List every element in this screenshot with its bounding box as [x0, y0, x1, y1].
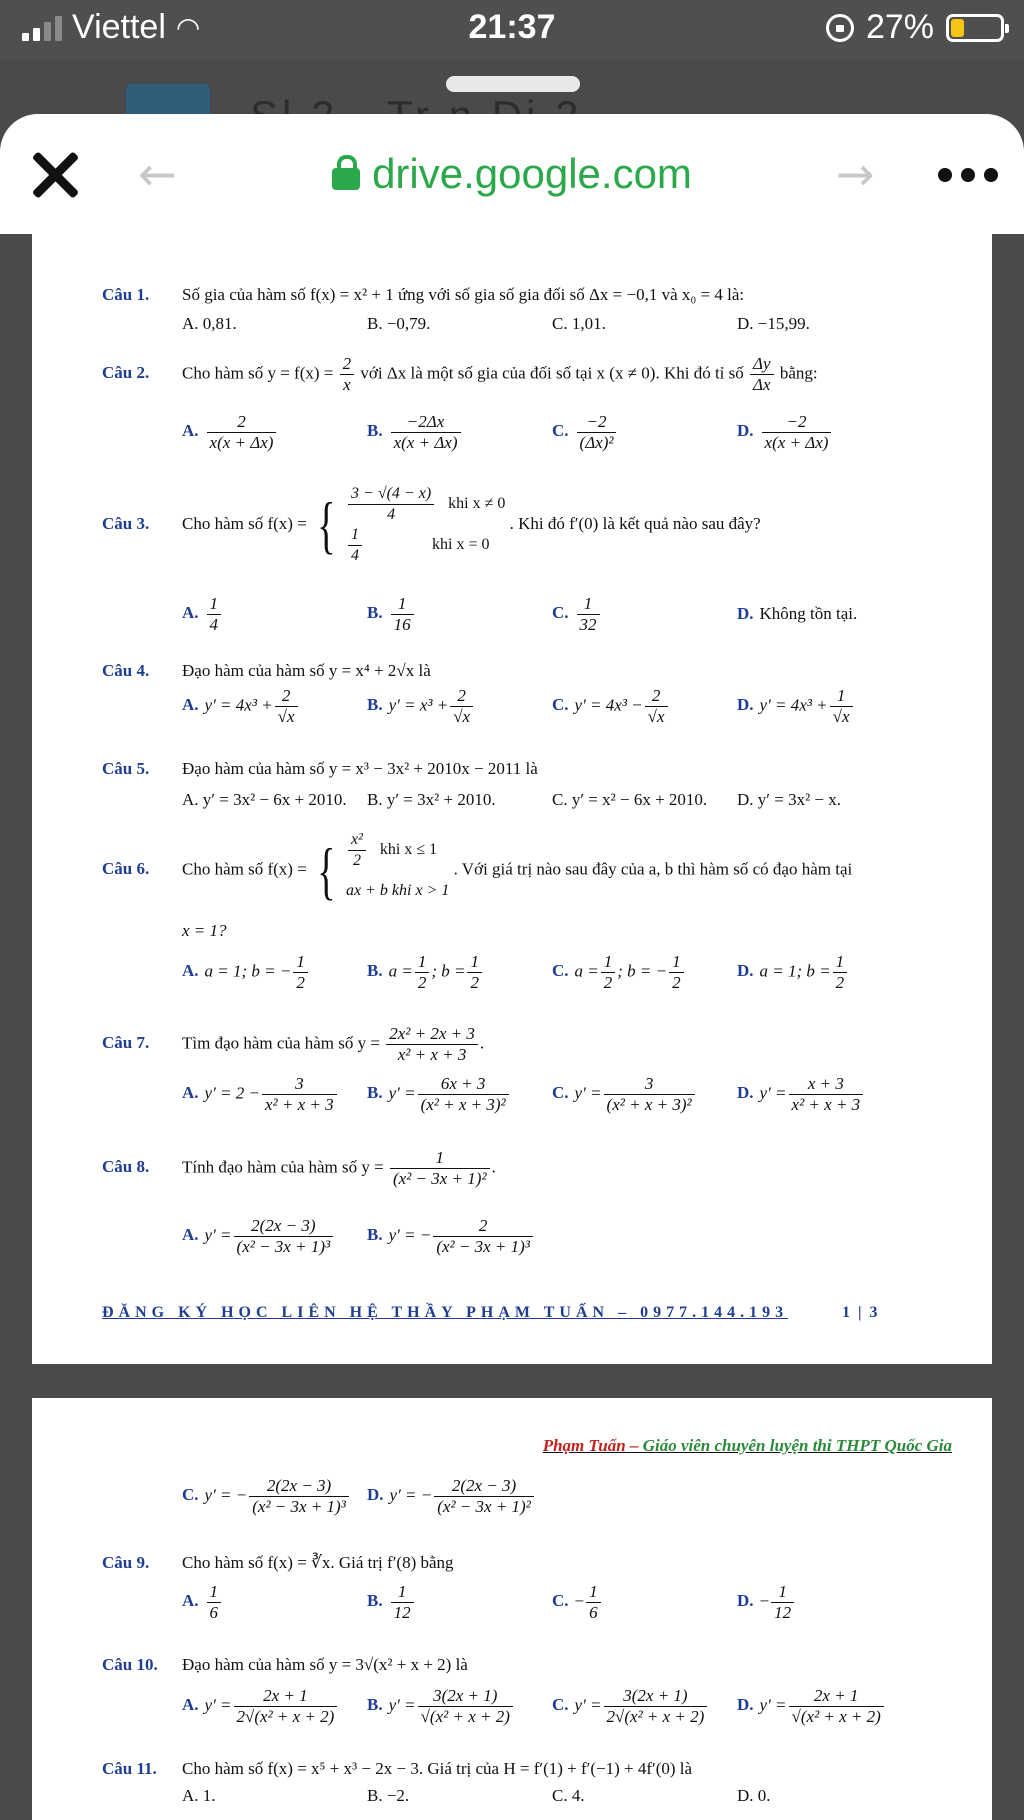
option-c[interactable]: C. 1,01. [552, 314, 606, 333]
option-text: y′ = − [204, 1485, 248, 1505]
option-letter: C. [552, 1591, 569, 1611]
option-letter: D. [737, 695, 754, 715]
option-a[interactable] [182, 952, 310, 993]
option-text: a = 1; b = [759, 961, 831, 981]
option-letter: C. [552, 961, 569, 981]
option-text: y′ = 4x³ + [759, 695, 828, 715]
question-10 [102, 1654, 468, 1676]
fraction-denominator: x(x + Δx) [209, 433, 274, 452]
option-letter: B. [367, 1083, 383, 1103]
question-4 [102, 660, 431, 682]
document-page-2 [32, 1398, 992, 1820]
fraction-denominator: (x² − 3x + 1)² [437, 1497, 531, 1516]
question-label: Câu 1. [102, 285, 150, 304]
fraction-numerator: 1 [771, 1582, 794, 1603]
fraction-denominator: 4 [387, 506, 396, 523]
option-b[interactable] [367, 686, 475, 727]
option-text: y′ = 4x³ − [574, 695, 643, 715]
option-c[interactable] [552, 1074, 697, 1115]
option-c[interactable] [182, 1476, 351, 1517]
lock-icon [332, 168, 360, 190]
question-6-continuation [182, 920, 227, 942]
fraction-denominator: 6 [589, 1603, 598, 1622]
option-a[interactable] [182, 1582, 223, 1623]
option-letter: B. [367, 603, 383, 623]
option-d[interactable] [737, 1582, 796, 1623]
document-page-1 [32, 234, 992, 1364]
question-text: Đạo hàm của hàm số y = x³ − 3x² + 2010x − 2011 là [182, 759, 538, 778]
option-letter: B. [367, 695, 383, 715]
option-letter: D. [737, 961, 754, 981]
fraction-denominator: (x² − 3x + 1)³ [252, 1497, 346, 1516]
case-expression: ax + b khi x > 1 [346, 882, 450, 899]
fraction-denominator: (Δx)² [579, 433, 614, 452]
option-d[interactable] [737, 604, 857, 624]
question-5 [102, 758, 538, 780]
question-label: Câu 5. [102, 759, 150, 778]
fraction-numerator: 1 [348, 525, 362, 546]
option-text: ; b = [431, 961, 466, 981]
fraction-numerator: −2 [577, 412, 617, 433]
fraction-denominator: x(x + Δx) [764, 433, 829, 452]
option-d[interactable] [737, 952, 849, 993]
option-a[interactable] [182, 1686, 339, 1727]
fraction-numerator: 1 [415, 952, 430, 973]
option-b[interactable] [367, 1686, 515, 1727]
carrier-name: Viettel [72, 8, 166, 46]
fraction-numerator: 1 [586, 1582, 601, 1603]
fraction-denominator: (x² + x + 3)² [606, 1095, 692, 1114]
fraction-denominator: Δx [753, 375, 771, 394]
fraction-numerator: 2(2x − 3) [234, 1216, 334, 1237]
option-b[interactable] [367, 1216, 535, 1257]
option-text: − [759, 1591, 770, 1611]
fraction-denominator: (x² + x + 3)² [420, 1095, 506, 1114]
fraction-denominator: 12 [393, 1603, 411, 1622]
clock: 21:37 [468, 8, 556, 46]
fraction-denominator: √(x² + x + 2) [791, 1707, 881, 1726]
option-b[interactable]: B. −2. [367, 1786, 410, 1805]
option-a[interactable]: A. y′ = 3x² − 6x + 2010. [182, 790, 347, 809]
question-text: Đạo hàm của hàm số y = 3√(x² + x + 2) là [182, 1655, 468, 1674]
fraction-denominator: 2 [296, 973, 305, 992]
option-b[interactable] [367, 594, 416, 635]
fraction-denominator: x [343, 375, 351, 394]
option-letter: B. [367, 421, 383, 441]
fraction-numerator: 1 [577, 594, 600, 615]
fraction-denominator: x(x + Δx) [393, 433, 458, 452]
option-text: − [574, 1591, 585, 1611]
option-c[interactable] [552, 594, 602, 635]
option-text: y′ = [388, 1083, 416, 1103]
option-text: y′ = [574, 1695, 602, 1715]
question-text: . Khi đó f′(0) là kết quả nào sau đây? [509, 513, 761, 533]
option-letter: B. [367, 1591, 383, 1611]
option-letter: A. [182, 1083, 199, 1103]
question-text: Cho hàm số f(x) = ∛x. Giá trị f′(8) bằng [182, 1553, 454, 1572]
question-text: . [479, 1033, 485, 1053]
fraction-numerator: 2(2x − 3) [434, 1476, 534, 1497]
fraction-numerator: 6x + 3 [418, 1074, 509, 1095]
option-letter: C. [552, 1083, 569, 1103]
fraction-numerator: x² [348, 830, 366, 851]
fraction-numerator: 3(2x + 1) [418, 1686, 513, 1707]
question-label: Câu 10. [102, 1655, 158, 1674]
option-letter: D. [367, 1485, 384, 1505]
fraction-numerator: 1 [601, 952, 616, 973]
option-a[interactable]: A. 1. [182, 1786, 216, 1805]
option-d[interactable]: D. 0. [737, 1786, 771, 1805]
question-label: Câu 11. [102, 1759, 157, 1778]
fraction-numerator: −2Δx [391, 412, 461, 433]
option-b[interactable] [367, 412, 463, 453]
url-text: drive.google.com [372, 150, 692, 197]
question-label: Câu 9. [102, 1553, 150, 1572]
fraction-numerator: 1 [833, 952, 848, 973]
fraction-numerator: 1 [669, 952, 684, 973]
sheet-handle[interactable] [446, 76, 580, 92]
fraction-denominator: x² + x + 3 [791, 1095, 861, 1114]
option-letter: B. [367, 1695, 383, 1715]
option-d[interactable] [737, 686, 855, 727]
option-a[interactable] [182, 594, 223, 635]
piecewise-cases [346, 830, 449, 911]
option-letter: A. [182, 1695, 199, 1715]
option-d[interactable]: D. −15,99. [737, 314, 810, 333]
fraction-denominator: x² + x + 3 [265, 1095, 334, 1114]
fraction-denominator: 6 [209, 1603, 219, 1622]
fraction-numerator: Δy [750, 354, 774, 375]
option-b[interactable] [367, 952, 484, 993]
fraction-numerator: 2(2x − 3) [249, 1476, 349, 1497]
fraction-denominator: 2√(x² + x + 2) [236, 1707, 335, 1726]
page-number: 1 | 3 [842, 1304, 880, 1321]
header-role: Giáo viên chuyên luyện thi THPT Quốc Gia [642, 1436, 952, 1455]
question-text: . Với giá trị nào sau đây của a, b thì hàm số có đạo hàm tại [453, 859, 853, 879]
question-text: Tìm đạo hàm của hàm số y = [182, 1033, 380, 1053]
status-bar [0, 0, 1024, 60]
fraction-denominator: 12 [774, 1603, 792, 1622]
battery-icon [946, 14, 1004, 42]
option-letter: D. [737, 1591, 754, 1611]
option-text: Không tồn tại. [759, 604, 858, 623]
question-2 [102, 354, 818, 395]
fraction-numerator: 2 [450, 686, 473, 707]
fraction-denominator: 4 [209, 615, 219, 634]
fraction-denominator: √(x² + x + 2) [420, 1707, 510, 1726]
option-c[interactable] [552, 686, 670, 727]
fraction-denominator: 2 [672, 973, 681, 992]
option-letter: A. [182, 421, 199, 441]
fraction-denominator: √x [277, 707, 295, 726]
option-text: y′ = 4x³ + [204, 695, 273, 715]
option-b[interactable] [367, 1582, 416, 1623]
option-text: y′ = [204, 1695, 232, 1715]
piecewise-cases [346, 484, 505, 566]
fraction-denominator: 2 [603, 973, 613, 992]
fraction-numerator: 1 [293, 952, 308, 973]
option-a[interactable]: A. 0,81. [182, 314, 237, 333]
fraction-denominator: 4 [351, 547, 360, 564]
header-author: Phạm Tuấn – [542, 1436, 643, 1455]
fraction-denominator: x² + x + 3 [397, 1045, 467, 1064]
forward-arrow-icon[interactable]: → [836, 147, 875, 201]
fraction-denominator: √x [453, 707, 471, 726]
battery-percent: 27% [865, 8, 934, 46]
option-letter: D. [737, 1695, 754, 1715]
question-label: Câu 3. [102, 513, 150, 533]
rotation-lock-icon [826, 14, 854, 42]
question-text: . [491, 1157, 496, 1177]
question-11 [102, 1758, 692, 1780]
case-condition: khi x ≠ 0 [448, 495, 506, 513]
option-letter: A. [182, 695, 199, 715]
fraction-numerator: 2 [645, 686, 668, 707]
fraction-denominator: 32 [579, 615, 597, 634]
question-text: Đạo hàm của hàm số y = x⁴ + 2√x là [182, 661, 431, 680]
more-options-icon[interactable] [938, 168, 998, 182]
option-c[interactable] [552, 952, 686, 993]
option-text: y′ = [759, 1083, 787, 1103]
option-d[interactable] [367, 1476, 536, 1517]
option-text: a = [388, 961, 413, 981]
fraction-numerator: −2 [762, 412, 832, 433]
option-letter: C. [552, 1695, 569, 1715]
wifi-icon: ◠ [175, 11, 201, 44]
fraction [750, 354, 774, 395]
fraction-numerator: 3(2x + 1) [604, 1686, 708, 1707]
option-c[interactable] [552, 412, 618, 453]
fraction-numerator: 2 [207, 412, 277, 433]
question-text: Cho hàm số f(x) = [182, 859, 307, 879]
option-letter: A. [182, 961, 199, 981]
question-text: x = 1? [182, 921, 227, 940]
option-a[interactable] [182, 686, 300, 727]
case-condition: khi x ≤ 1 [379, 841, 438, 859]
question-text: Cho hàm số y = f(x) = [182, 363, 334, 383]
fraction-numerator: 3 [262, 1074, 337, 1095]
option-text: y′ = [574, 1083, 602, 1103]
fraction-numerator: 1 [391, 594, 414, 615]
question-6 [102, 830, 852, 911]
option-text: y′ = [204, 1225, 232, 1245]
back-arrow-icon[interactable]: ← [138, 147, 177, 201]
fraction-denominator: 2 [470, 973, 479, 992]
fraction-denominator: 2 [352, 852, 361, 869]
option-text: a = [574, 961, 599, 981]
fraction-numerator: 2x + 1 [234, 1686, 338, 1707]
option-letter: D. [737, 421, 754, 441]
option-c[interactable]: C. y′ = x² − 6x + 2010. [552, 790, 708, 809]
fraction-numerator: 1 [207, 594, 222, 615]
option-b[interactable]: B. y′ = 3x² + 2010. [367, 790, 496, 809]
option-letter: C. [552, 421, 569, 441]
option-c[interactable] [552, 1582, 603, 1623]
option-letter: A. [182, 603, 199, 623]
fraction-denominator: 16 [393, 615, 411, 634]
question-7 [102, 1024, 484, 1065]
fraction-denominator: (x² − 3x + 1)³ [436, 1237, 530, 1256]
question-text: bằng: [779, 363, 818, 383]
browser-toolbar [0, 114, 1024, 234]
question-1 [102, 284, 744, 306]
question-8 [102, 1148, 496, 1189]
option-letter: B. [367, 1225, 383, 1245]
fraction-numerator: 1 [467, 952, 482, 973]
option-c[interactable]: C. 4. [552, 1786, 585, 1805]
fraction-denominator: (x² − 3x + 1)³ [236, 1237, 331, 1256]
option-a[interactable] [182, 1216, 335, 1257]
option-text: y′ = − [388, 1225, 432, 1245]
question-label: Câu 6. [102, 859, 150, 879]
option-d[interactable] [737, 1074, 865, 1115]
fraction-numerator: 2 [433, 1216, 533, 1237]
fraction [390, 1148, 490, 1189]
fraction-denominator: √x [832, 707, 850, 726]
option-b[interactable] [367, 1074, 511, 1115]
option-letter: A. [182, 1591, 199, 1611]
option-d[interactable] [737, 1686, 886, 1727]
fraction [340, 354, 355, 395]
question-text: Cho hàm số f(x) = [182, 513, 307, 533]
option-a[interactable] [182, 1074, 339, 1115]
option-letter: A. [182, 1225, 199, 1245]
fraction-numerator: 1 [830, 686, 853, 707]
fraction-numerator: 2x + 1 [789, 1686, 884, 1707]
fraction-denominator: 2√(x² + x + 2) [606, 1707, 705, 1726]
option-letter: B. [367, 961, 383, 981]
option-text: y′ = 2 − [204, 1083, 260, 1103]
question-9 [102, 1552, 454, 1574]
fraction-denominator: √x [647, 707, 665, 726]
fraction-numerator: 1 [391, 1582, 414, 1603]
page-header [543, 1436, 952, 1456]
fraction-numerator: 2 [275, 686, 298, 707]
fraction-numerator: 3 − √(4 − x) [348, 484, 434, 505]
option-letter: D. [737, 1083, 754, 1103]
fraction-numerator: 1 [207, 1582, 222, 1603]
question-text: Tính đạo hàm của hàm số y = [182, 1157, 384, 1177]
fraction-numerator: 2 [340, 354, 355, 375]
fraction [386, 1024, 478, 1065]
option-text: y′ = [759, 1695, 787, 1715]
option-c[interactable] [552, 1686, 709, 1727]
option-letter: C. [552, 695, 569, 715]
question-3 [102, 484, 761, 566]
fraction-numerator: 2x² + 2x + 3 [386, 1024, 478, 1045]
fraction-numerator: 3 [604, 1074, 695, 1095]
option-letter: C. [182, 1485, 199, 1505]
question-text: với Δx là một số gia của đối số tại x (x ≠ 0). Khi đó tỉ số [360, 363, 744, 383]
question-label: Câu 8. [102, 1157, 150, 1177]
option-text: y′ = [388, 1695, 416, 1715]
question-label: Câu 4. [102, 661, 150, 680]
option-b[interactable]: B. −0,79. [367, 314, 431, 333]
option-a[interactable] [182, 412, 278, 453]
question-text: Cho hàm số f(x) = x⁵ + x³ − 2x − 3. Giá trị của H = f′(1) + f′(−1) + 4f′(0) là [182, 1759, 693, 1778]
brace-symbol: { [317, 834, 336, 906]
question-label: Câu 2. [102, 363, 150, 383]
option-d[interactable]: D. y′ = 3x² − x. [737, 790, 842, 809]
fraction-numerator: 1 [390, 1148, 490, 1169]
option-letter: C. [552, 603, 569, 623]
question-label: Câu 7. [102, 1033, 150, 1053]
option-letter: D. [737, 604, 754, 623]
option-text: y′ = x³ + [388, 695, 449, 715]
brace-symbol: { [317, 489, 336, 560]
option-text: y′ = − [389, 1485, 433, 1505]
fraction-numerator: x + 3 [789, 1074, 864, 1095]
fraction-denominator: 2 [417, 973, 427, 992]
option-d[interactable] [737, 412, 833, 453]
option-text: ; b = − [617, 961, 668, 981]
fraction-denominator: (x² − 3x + 1)² [392, 1169, 487, 1188]
case-condition: khi x = 0 [432, 536, 490, 554]
page-footer: ĐĂNG KÝ HỌC LIÊN HỆ THẦY PHẠM TUẤN – 0977.144.193 [102, 1304, 789, 1321]
question-text: Số gia của hàm số f(x) = x² + 1 ứng với số gia số gia đối số Δx = −0,1 và x₀ = 4 là: [182, 285, 745, 304]
fraction-denominator: 2 [835, 973, 845, 992]
option-text: a = 1; b = − [204, 961, 292, 981]
